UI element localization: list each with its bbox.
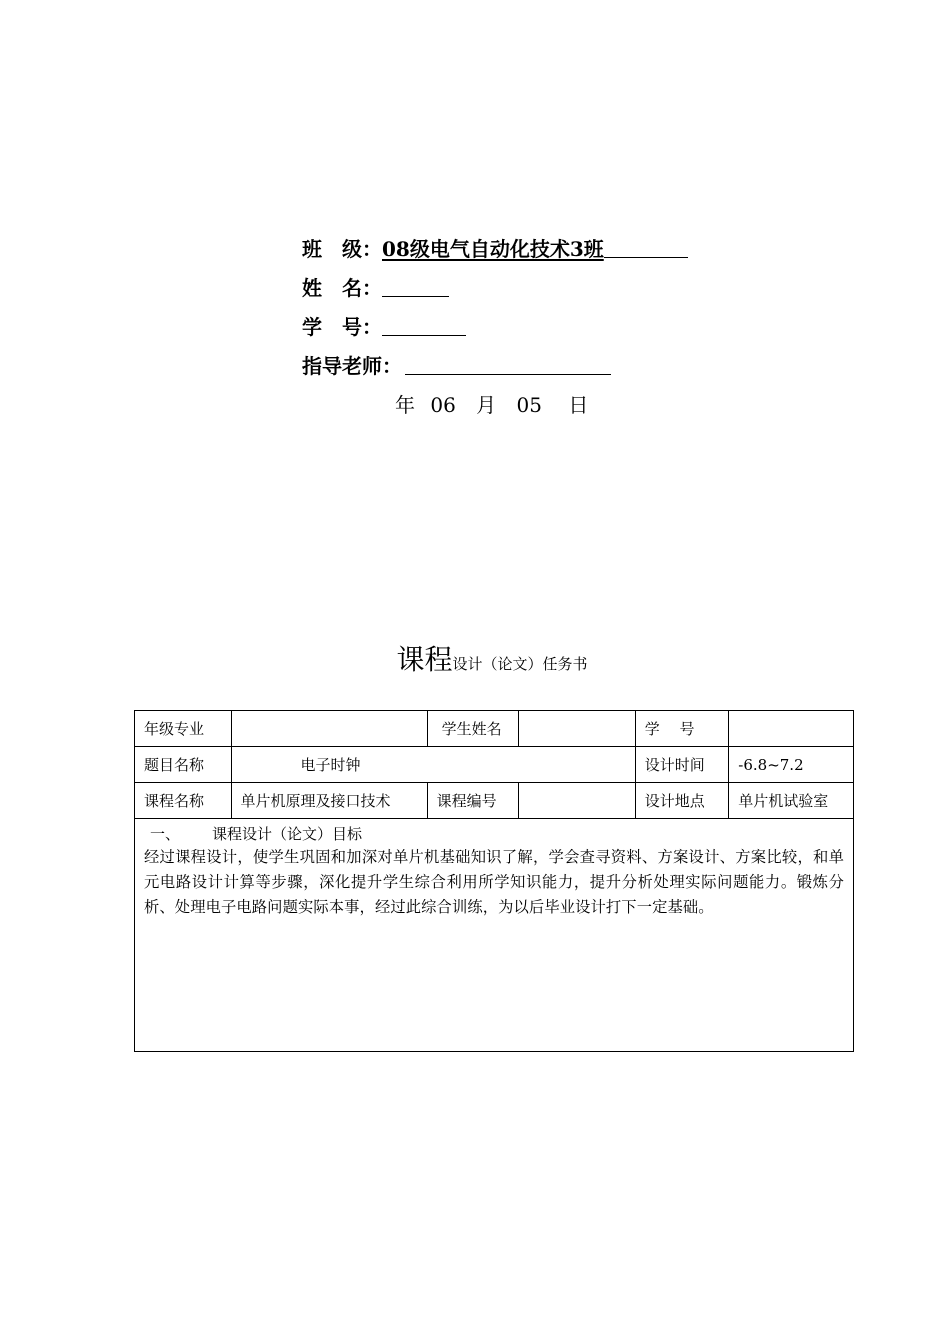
class-label: 班 级： bbox=[302, 237, 382, 261]
date-line bbox=[395, 392, 588, 418]
course-code-value bbox=[519, 783, 636, 819]
course-value: 单片机原理及接口技术 bbox=[231, 783, 427, 819]
name-line bbox=[302, 275, 449, 301]
day-value: 05 bbox=[516, 393, 542, 417]
student-name-value bbox=[519, 711, 636, 747]
location-label: 设计地点 bbox=[635, 783, 729, 819]
goal-cell bbox=[135, 819, 854, 1052]
month-label: 月 bbox=[476, 393, 497, 417]
location-value: 单片机试验室 bbox=[729, 783, 854, 819]
grade-major-label: 年级专业 bbox=[135, 711, 232, 747]
design-time-value: -6.8~7.2 bbox=[729, 747, 854, 783]
month-value: 06 bbox=[430, 393, 456, 417]
table-row bbox=[135, 711, 854, 747]
name-blank bbox=[382, 276, 449, 297]
grade-major-value bbox=[231, 711, 427, 747]
advisor-blank bbox=[405, 354, 611, 375]
student-id-value bbox=[729, 711, 854, 747]
goal-number: 一、 bbox=[150, 825, 181, 843]
class-line bbox=[302, 236, 688, 262]
task-title-small: 设计（论文）任务书 bbox=[452, 655, 588, 673]
advisor-line bbox=[302, 353, 611, 379]
design-time-label: 设计时间 bbox=[635, 747, 729, 783]
id-label: 学 号： bbox=[302, 315, 382, 339]
year-label: 年 bbox=[395, 393, 415, 417]
table-row bbox=[135, 747, 854, 783]
class-value: 08级电气自动化技术3班 bbox=[382, 237, 604, 261]
topic-value: 电子时钟 bbox=[231, 747, 635, 783]
id-blank bbox=[382, 315, 466, 336]
table-row bbox=[135, 819, 854, 1052]
table-row bbox=[135, 783, 854, 819]
task-title-big: 课程 bbox=[396, 643, 453, 676]
student-id-label: 学 号 bbox=[635, 711, 729, 747]
name-label: 姓 名： bbox=[302, 276, 382, 300]
course-code-label: 课程编号 bbox=[427, 783, 519, 819]
goal-heading-line bbox=[144, 823, 844, 845]
day-label: 日 bbox=[568, 393, 589, 417]
goal-body: 经过课程设计，使学生巩固和加深对单片机基础知识了解，学会查寻资料、方案设计、方案比较，和单元电路设计计算等步骤，深化提升学生综合利用所学知识能力，提升分析处理实际问题能力。锻炼分析、处理电子电路问题实际本事，经过此综合训练，为以后毕业设计打下一定基础。 bbox=[144, 848, 844, 916]
course-label: 课程名称 bbox=[135, 783, 232, 819]
student-name-label: 学生姓名 bbox=[427, 711, 519, 747]
topic-label: 题目名称 bbox=[135, 747, 232, 783]
goal-heading: 课程设计（论文）目标 bbox=[212, 825, 363, 843]
task-title bbox=[0, 638, 950, 678]
advisor-label: 指导老师： bbox=[302, 354, 402, 378]
id-line bbox=[302, 314, 466, 340]
class-blank bbox=[604, 237, 688, 258]
task-table bbox=[134, 710, 854, 1052]
